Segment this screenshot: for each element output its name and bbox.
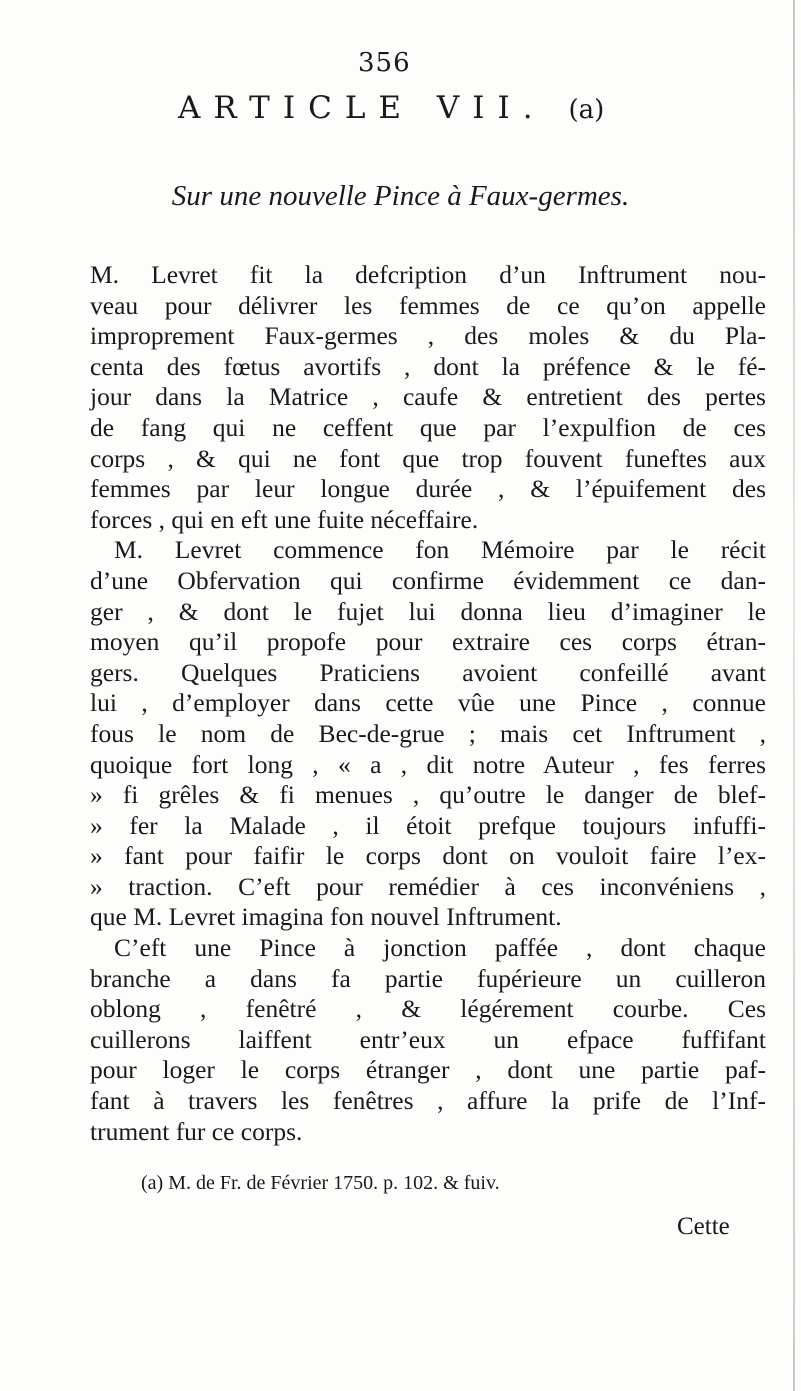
text-line: pour loger le corps étranger , dont une partie paf- xyxy=(90,1055,766,1085)
text-line: » fi grêles & fi menues , qu’outre le danger de blef- xyxy=(90,780,766,810)
text-line: lui , d’employer dans cette vûe une Pince , connue xyxy=(90,688,766,718)
text-line: femmes par leur longue durée , & l’épuifement des xyxy=(90,474,766,504)
text-line: » fant pour faifir le corps dont on vouloit faire l’ex- xyxy=(90,841,766,871)
text-line: moyen qu’il propofe pour extraire ces corps étran- xyxy=(90,627,766,657)
text-line: improprement Faux-germes , des moles & du Pla- xyxy=(90,321,766,351)
text-line: branche a dans fa partie fupérieure un cuilleron xyxy=(90,963,766,993)
text-line: trument fur ce corps. xyxy=(90,1116,303,1146)
text-line: jour dans la Matrice , caufe & entretient des pertes xyxy=(90,382,766,412)
text-line: de fang qui ne ceffent que par l’expulfion de ces xyxy=(90,412,766,442)
text-line: cuillerons laiffent entr’eux un efpace fuffifant xyxy=(90,1024,766,1054)
text-line: fant à travers les fenêtres , affure la prife de l’Inf- xyxy=(90,1086,766,1116)
text-line: » traction. C’eft pour remédier à ces inconvéniens , xyxy=(90,871,766,901)
footnote: (a) M. de Fr. de Février 1750. p. 102. & fuiv. xyxy=(141,1172,500,1194)
body-text xyxy=(90,260,766,1147)
text-line: d’une Obfervation qui confirme évidemment ce dan- xyxy=(90,565,766,595)
text-line: forces , qui en eft une fuite néceffaire. xyxy=(90,504,479,534)
catchword: Cette xyxy=(677,1213,730,1240)
article-heading xyxy=(178,90,604,126)
text-line: que M. Levret imagina fon nouvel Inftrument. xyxy=(90,902,562,932)
text-line: corps , & qui ne font que trop fouvent funeftes aux xyxy=(90,443,766,473)
text-line: veau pour délivrer les femmes de ce qu’on appelle xyxy=(90,290,766,320)
text-line: ger , & dont le fujet lui donna lieu d’imaginer le xyxy=(90,596,766,626)
heading-footnote-marker: (a) xyxy=(568,95,605,125)
text-line: quoique fort long , « a , dit notre Auteur , fes ferres xyxy=(90,749,766,779)
page-number: 356 xyxy=(358,48,411,78)
text-line: oblong , fenêtré , & légérement courbe. Ces xyxy=(90,994,766,1024)
text-line: gers. Quelques Praticiens avoient confeillé avant xyxy=(90,657,766,687)
text-line: M. Levret commence fon Mémoire par le récit xyxy=(114,535,766,565)
article-title: ARTICLE VII. xyxy=(178,90,546,126)
text-line: centa des fœtus avortifs , dont la préfence & le fé- xyxy=(90,351,766,381)
article-subtitle: Sur une nouvelle Pince à Faux-germes. xyxy=(171,180,630,212)
text-line: fous le nom de Bec-de-grue ; mais cet Inftrument , xyxy=(90,718,766,748)
text-line: M. Levret fit la defcription d’un Inftrument nou- xyxy=(90,260,766,289)
text-line: C’eft une Pince à jonction paffée , dont chaque xyxy=(114,933,766,963)
text-line: » fer la Malade , il étoit prefque toujours infuffi- xyxy=(90,810,766,840)
